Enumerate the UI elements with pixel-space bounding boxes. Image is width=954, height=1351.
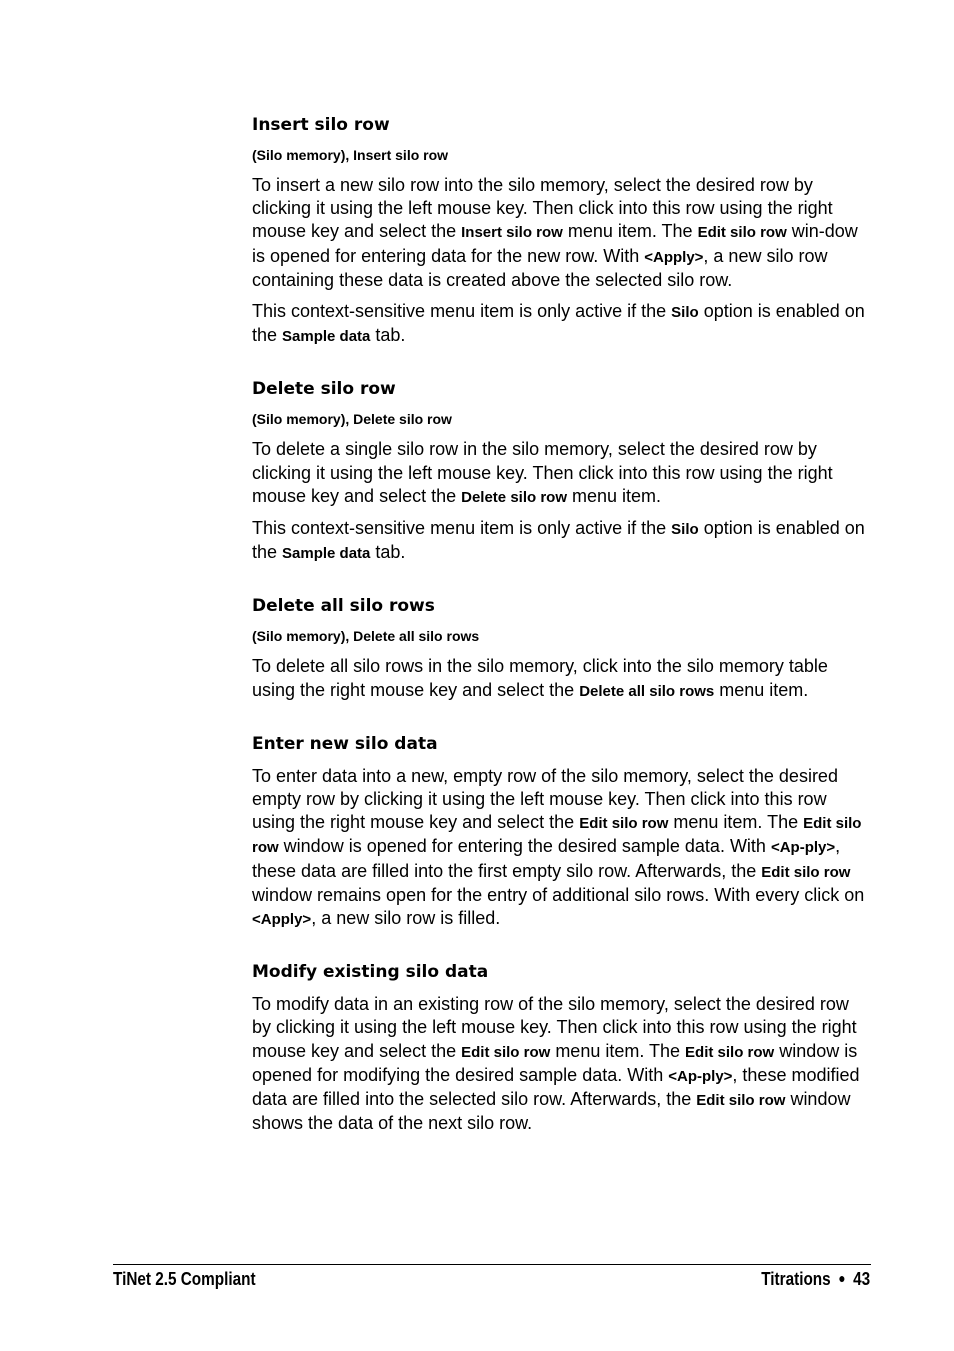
section	[252, 595, 866, 702]
ui-term: <Ap-ply>	[668, 1067, 733, 1085]
section-title: Insert silo row	[252, 115, 390, 135]
section	[252, 114, 866, 348]
section-title: Delete all silo rows	[252, 596, 435, 617]
text-run: menu item.	[714, 679, 809, 700]
ui-term: Edit silo row	[761, 863, 851, 881]
body-paragraph	[252, 300, 866, 348]
text-run: To modify data in an existing row of the silo memory, select the desired row by clicking it using the left mouse key. Then click into this row using the right mouse key and select the	[252, 994, 857, 1061]
text-run: menu item. The	[550, 1040, 686, 1061]
sections-container	[252, 114, 866, 1135]
ui-term: Delete all silo rows	[579, 682, 715, 700]
section	[252, 961, 866, 1135]
page-number: 43	[852, 1269, 870, 1289]
text-run: menu item. The	[668, 812, 804, 833]
ui-term: Edit silo row	[696, 1092, 786, 1110]
ui-term: Silo	[671, 521, 699, 539]
ui-term: <Apply>	[644, 248, 704, 266]
ui-term: Edit silo row	[461, 1043, 551, 1061]
text-run: To insert a new silo row into the silo memory, select the desired row by clicking it using the left mouse key. Then click into this row using the right mouse key and select the	[252, 175, 833, 242]
footer-product: TiNet 2.5 Compliant	[113, 1269, 256, 1289]
text-run: To delete all silo rows in the silo memory, click into the silo memory table using the right mouse key and select the	[252, 656, 828, 700]
menu-path: (Silo memory), Delete all silo rows	[252, 628, 480, 645]
ui-term: Insert silo row	[461, 224, 563, 242]
ui-term: Sample data	[282, 545, 371, 563]
text-run: menu item.	[567, 485, 662, 506]
body-paragraph	[252, 517, 866, 565]
ui-term: Edit silo row	[252, 815, 862, 857]
text-run: tab.	[370, 325, 406, 346]
text-run: This context-sensitive menu item is only active if the	[252, 518, 672, 539]
text-run: , these data are filled into the first empty silo row. Afterwards, the	[252, 836, 841, 881]
ui-term: Silo	[671, 304, 699, 322]
ui-term: Delete silo row	[461, 488, 567, 506]
text-run: This context-sensitive menu item is only active if the	[252, 301, 672, 322]
text-run: option is enabled on the	[252, 518, 865, 563]
text-run: window is opened for entering the desired sample data. With	[278, 836, 771, 857]
text-run: window remains open for the entry of additional silo rows. With every click on	[252, 884, 865, 905]
body-paragraph	[252, 765, 866, 931]
text-run: menu item. The	[562, 221, 698, 242]
section	[252, 378, 866, 565]
text-run: To enter data into a new, empty row of the silo memory, select the desired empty row by clicking it using the left mouse key. Then click into this row using the right mouse key and select the	[252, 765, 838, 833]
text-run: , a new silo row containing these data is created above the selected silo row.	[252, 245, 828, 290]
menu-path: (Silo memory), Insert silo row	[252, 147, 449, 163]
footer-divider	[113, 1264, 871, 1265]
text-run: , a new silo row is filled.	[311, 908, 501, 929]
section-title: Enter new silo data	[252, 733, 438, 754]
ui-term: Sample data	[282, 328, 371, 346]
section-title: Delete silo row	[252, 379, 396, 400]
body-paragraph	[252, 174, 866, 292]
body-paragraph	[252, 993, 866, 1135]
ui-term: Edit silo row	[697, 224, 787, 242]
ui-term: <Ap-ply>	[770, 839, 836, 857]
ui-term: Edit silo row	[685, 1043, 775, 1061]
text-run: window shows the data of the next silo row.	[252, 1089, 851, 1134]
bullet-icon: ●	[838, 1270, 846, 1286]
body-paragraph	[252, 655, 866, 702]
menu-path: (Silo memory), Delete silo row	[252, 411, 452, 428]
footer-page-info	[761, 1269, 870, 1290]
ui-term: <Apply>	[252, 911, 312, 929]
page-content	[252, 114, 866, 1165]
text-run: option is enabled on the	[252, 301, 865, 346]
body-paragraph	[252, 438, 866, 509]
text-run: win-dow is opened for entering data for the new row. With	[252, 221, 858, 266]
text-run: To delete a single silo row in the silo memory, select the desired row by clicking it using the left mouse key. Then click into this row using the right mouse key and select the	[252, 439, 833, 506]
footer-chapter: Titrations	[761, 1269, 831, 1289]
section-title: Modify existing silo data	[252, 962, 489, 983]
section	[252, 733, 866, 931]
ui-term: Edit silo row	[579, 815, 669, 833]
text-run: tab.	[370, 542, 406, 563]
text-run: window is opened for modifying the desired sample data. With	[252, 1040, 858, 1085]
text-run: , these modified data are filled into the selected silo row. Afterwards, the	[252, 1064, 860, 1110]
